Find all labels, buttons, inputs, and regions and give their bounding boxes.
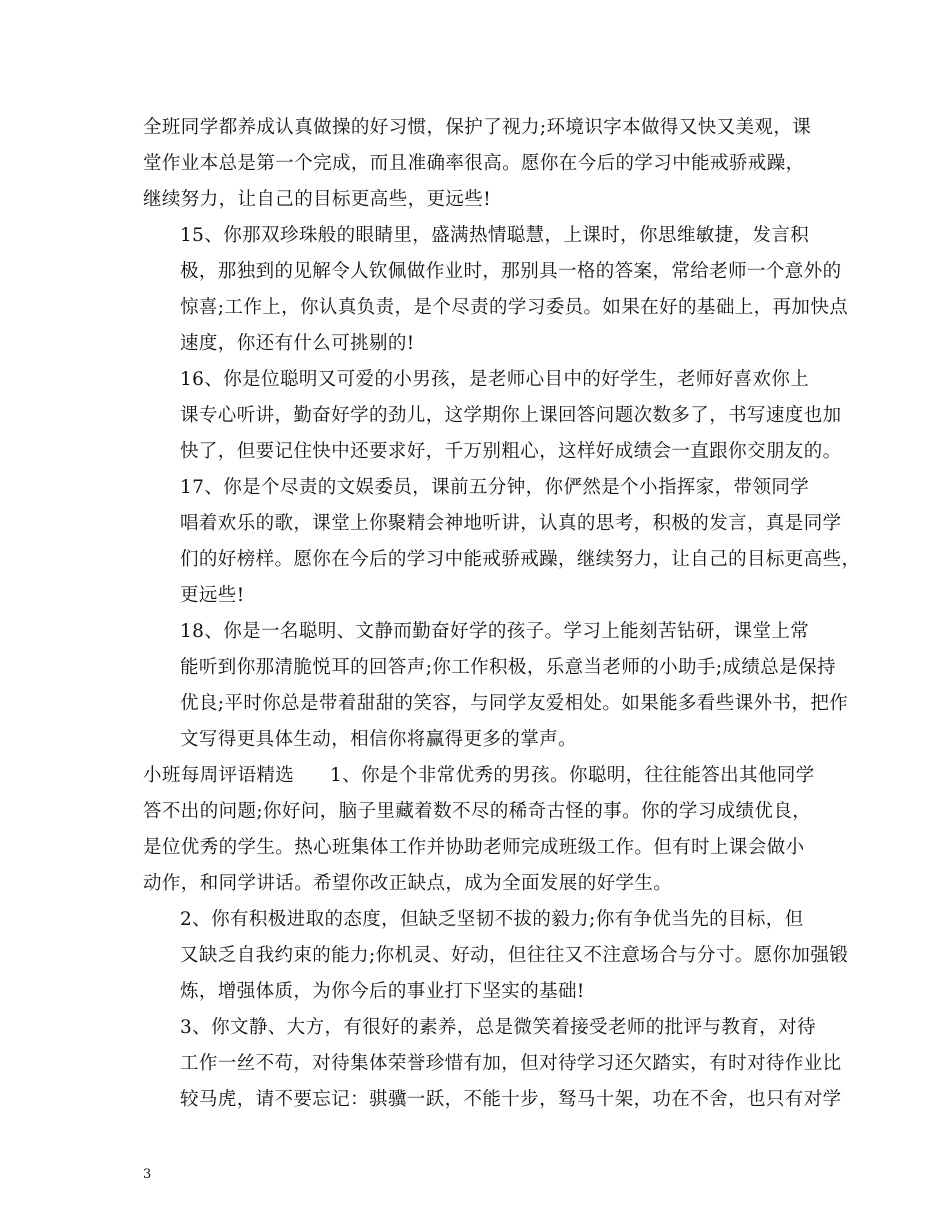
text-line: 们的好榜样。愿你在今后的学习中能戒骄戒躁，继续努力，让自己的目标更高些， bbox=[180, 549, 861, 570]
document-body bbox=[143, 110, 861, 1118]
text-line: 工作一丝不苟，对待集体荣誉珍惜有加，但对待学习还欠踏实，有时对待作业比 bbox=[180, 1053, 842, 1074]
text-line: 15、你那双珍珠般的眼睛里，盛满热情聪慧，上课时，你思维敏捷，发言积 bbox=[180, 225, 810, 246]
text-line: 能听到你那清脆悦耳的回答声;你工作积极，乐意当老师的小助手;成绩总是保持 bbox=[180, 657, 836, 678]
text-line: 全班同学都养成认真做操的好习惯，保护了视力;环境识字本做得又快又美观，课 bbox=[143, 117, 812, 138]
section-paragraph bbox=[143, 794, 833, 902]
text-line: 18、你是一名聪明、文静而勤奋好学的孩子。学习上能刻苦钻研，课堂上常 bbox=[180, 621, 810, 642]
text-line: 课专心听讲，勤奋好学的劲儿，这学期你上课回答问题次数多了，书写速度也加 bbox=[180, 405, 842, 426]
text-line: 更远些! bbox=[180, 585, 245, 606]
text-line: 又缺乏自我约束的能力;你机灵、好动，但往往又不注意场合与分寸。愿你加强锻 bbox=[180, 945, 849, 966]
comment-paragraph bbox=[143, 470, 861, 614]
text-line: 答不出的问题;你好问，脑子里藏着数不尽的稀奇古怪的事。你的学习成绩优良， bbox=[143, 801, 812, 822]
text-line: 优良;平时你总是带着甜甜的笑容，与同学友爱相处。如果能多看些课外书，把作 bbox=[180, 693, 849, 714]
text-line: 继续努力，让自己的目标更高些，更远些! bbox=[143, 189, 492, 210]
comment-paragraph bbox=[143, 218, 849, 362]
section-first-sentence: 1、你是个非常优秀的男孩。你聪明，往往能答出其他同学 bbox=[330, 765, 815, 786]
text-line: 是位优秀的学生。热心班集体工作并协助老师完成班级工作。但有时上课会做小 bbox=[143, 837, 805, 858]
text-line: 16、你是位聪明又可爱的小男孩，是老师心目中的好学生，老师好喜欢你上 bbox=[180, 369, 810, 390]
text-line: 极，那独到的见解令人钦佩做作业时，那别具一格的答案，常给老师一个意外的 bbox=[180, 261, 842, 282]
section-paragraph bbox=[143, 902, 849, 1010]
text-line: 快了，但要记住快中还要求好，千万别粗心，这样好成绩会一直跟你交朋友的。 bbox=[180, 441, 842, 462]
text-line: 2、你有积极进取的态度，但缺乏坚韧不拔的毅力;你有争优当先的目标，但 bbox=[180, 909, 804, 930]
text-line: 堂作业本总是第一个完成，而且准确率很高。愿你在今后的学习中能戒骄戒躁， bbox=[143, 153, 805, 174]
text-line: 较马虎，请不要忘记：骐骥一跃，不能十步，驽马十架，功在不舍，也只有对学 bbox=[180, 1089, 842, 1110]
comment-paragraph bbox=[143, 614, 849, 758]
text-line: 惊喜;工作上，你认真负责，是个尽责的学习委员。如果在好的基础上，再加快点 bbox=[180, 297, 849, 318]
text-line: 唱着欢乐的歌，课堂上你聚精会神地听讲，认真的思考，积极的发言，真是同学 bbox=[180, 513, 842, 534]
comment-paragraph bbox=[143, 110, 833, 218]
text-line: 炼，增强体质，为你今后的事业打下坚实的基础! bbox=[180, 981, 585, 1002]
text-line: 3、你文静、大方，有很好的素养，总是微笑着接受老师的批评与教育，对待 bbox=[180, 1017, 816, 1038]
comment-paragraph bbox=[143, 362, 842, 470]
section-paragraph bbox=[143, 1010, 842, 1118]
section-heading: 小班每周评语精选 bbox=[143, 765, 295, 786]
text-line: 动作，和同学讲话。希望你改正缺点，成为全面发展的好学生。 bbox=[143, 873, 673, 894]
text-line: 文写得更具体生动，相信你将赢得更多的掌声。 bbox=[180, 729, 577, 750]
page-number: 3 bbox=[143, 1167, 152, 1182]
text-line: 17、你是个尽责的文娱委员，课前五分钟，你俨然是个小指挥家，带领同学 bbox=[180, 477, 810, 498]
section-heading-line bbox=[143, 758, 833, 794]
text-line bbox=[143, 758, 833, 794]
text-line: 速度，你还有什么可挑剔的! bbox=[180, 333, 415, 354]
